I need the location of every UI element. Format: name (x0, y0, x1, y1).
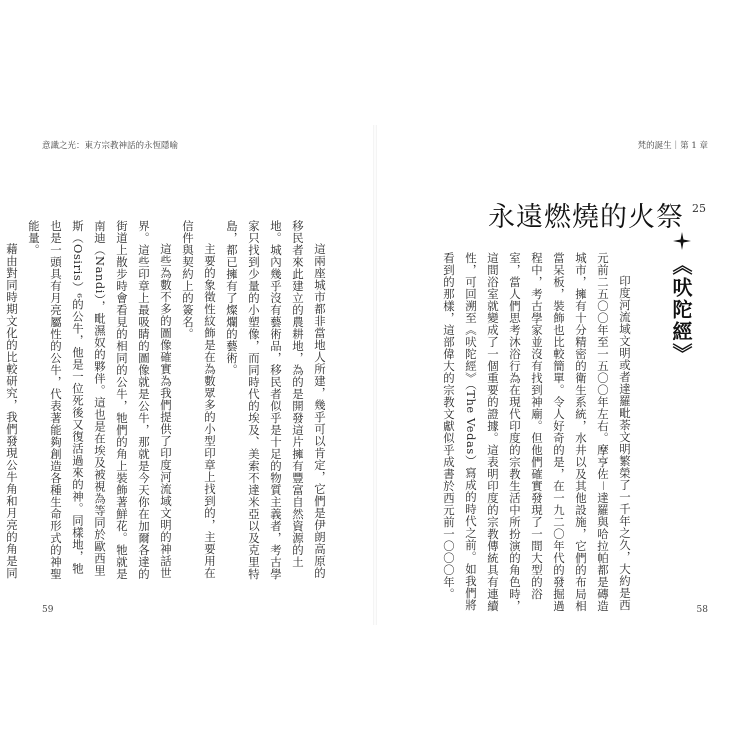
paragraph: 印度河流域文明或者達羅毗荼文明繁榮了一千年之久，大約是西元前二五〇〇年至一五〇〇年左右。摩亨佐－達羅與哈拉帕都是磚造城市，擁有十分精密的衛生系統，水井以及其他設施，它們的布局相當呆板，裝飾也比較簡單。令人好奇的是，在一九二〇年代的發掘過程中，考古學家並沒有找到神廟。但他們確實發現了一間大型的浴室，當人們思考沐浴行為在現代印度的宗教生活中所扮演的角色時，這間浴室就變成了一個重要的證據。這表明印度的宗教傳統具有連續性，可回溯至《吠陀經》（The Vedas）寫成的時代之前。如我們將看到的那樣，這部偉大的宗教文獻似乎成書於西元前一〇〇〇年。 (442, 252, 632, 612)
left-page (5, 125, 373, 625)
page-number: 58 (696, 605, 708, 615)
paragraph: 這些為數不多的圖像確實為我們提供了印度河流域文明的神話世界。這些印章上最吸睛的圖像就是公牛，那就是今天你在加爾各達的街道上散步時會看見的相同的公牛，牠們的角上裝飾著鮮花。牠就是南迪（Nandi），毗濕奴的夥伴。這也是在埃及被視為等同於歐西里斯（Osiris）⁶的公牛，他是一位死後又復活過來的神。同樣地，牠也是一頭具有月亮屬性的公牛，代表著能夠創造各種生命形式的神聖能量。 (27, 220, 173, 580)
chapter-number: 25 (692, 202, 706, 215)
chapter-title: 永遠燃燒的火祭 (488, 202, 684, 233)
paragraph: 這兩座城市都非當地人所建，幾乎可以肯定，它們是伊朗高原的移民者來此建立的農耕地，為的是開發這片擁有豐富自然資源的土地。城內幾乎沒有藝術品，移民者似乎是十足的物質主義者，考古學家只找到少量的小塑像，而同時代的埃及、美索不達米亞以及克里特島，都已擁有了燦爛的藝術。 (225, 220, 327, 580)
running-header: 意識之光：東方宗教神話的永恆隱喻 (42, 141, 179, 151)
running-header: 梵的誕生｜第 1 章 (637, 141, 708, 151)
paragraph: 藉由對同時期文化的比較研究，我們發現公牛角和月亮的角是同 (5, 242, 19, 579)
vertical-text-body (5, 220, 331, 580)
paragraph: 主要的象徵性紋飾是在為數眾多的小型印章上找到的，主要用在信件與契約上的簽名。 (181, 220, 217, 579)
right-page (377, 125, 722, 625)
page-number: 59 (42, 605, 54, 615)
vertical-text-body (406, 252, 636, 612)
section-heading: 《吠陀經》 (669, 255, 693, 365)
four-point-star-icon (673, 232, 691, 250)
